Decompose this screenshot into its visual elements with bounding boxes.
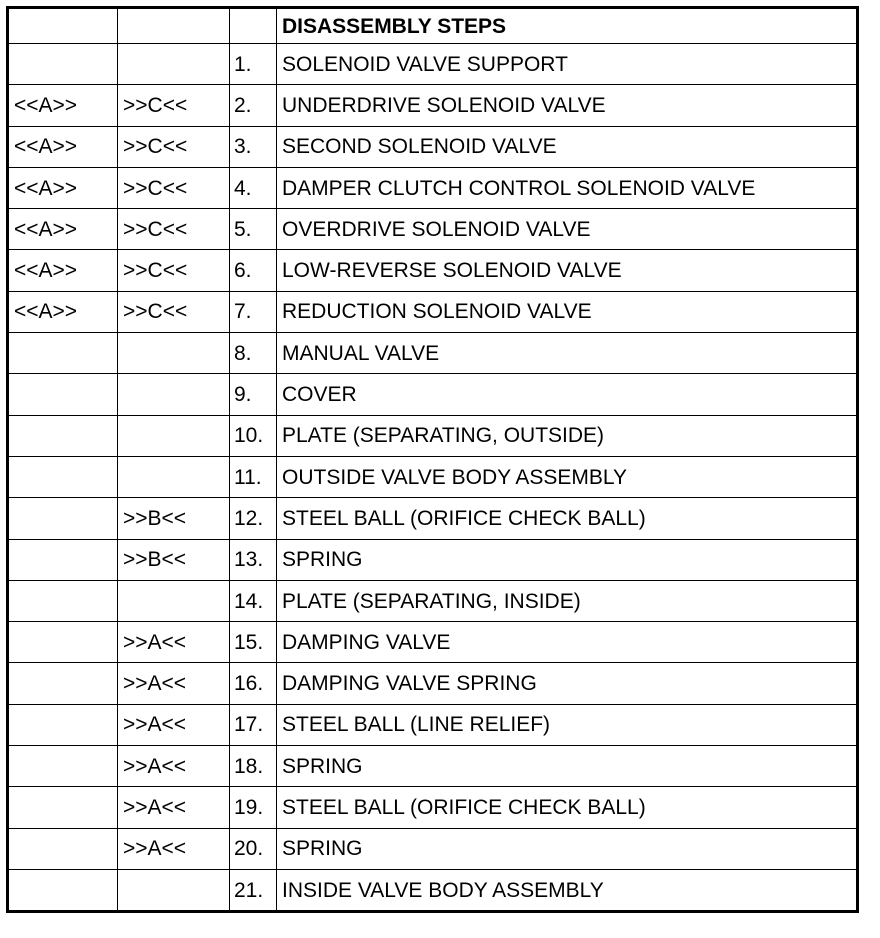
service-point-ref-cell: >>C<< [118, 126, 230, 167]
table-row [8, 828, 858, 869]
table-row [8, 85, 858, 126]
step-number-cell: 9. [230, 374, 277, 415]
table-row [8, 539, 858, 580]
step-number-cell: 3. [230, 126, 277, 167]
operation-ref-cell [8, 44, 118, 85]
operation-ref-cell: <<A>> [8, 250, 118, 291]
service-point-ref-cell: >>C<< [118, 85, 230, 126]
table-row [8, 126, 858, 167]
service-point-ref-cell: >>A<< [118, 787, 230, 828]
operation-ref-cell [8, 539, 118, 580]
step-description-cell: DAMPING VALVE SPRING [277, 663, 858, 704]
table-row [8, 250, 858, 291]
table-row [8, 787, 858, 828]
table-row [8, 622, 858, 663]
operation-ref-cell [8, 746, 118, 787]
service-point-ref-cell [118, 415, 230, 456]
step-number-cell: 17. [230, 704, 277, 745]
step-number-cell: 7. [230, 291, 277, 332]
service-point-ref-cell: >>A<< [118, 746, 230, 787]
table-row [8, 580, 858, 621]
step-number-cell: 20. [230, 828, 277, 869]
step-description-cell: STEEL BALL (ORIFICE CHECK BALL) [277, 498, 858, 539]
service-point-ref-cell [118, 580, 230, 621]
operation-ref-cell [8, 828, 118, 869]
step-description-cell: SPRING [277, 539, 858, 580]
step-description-cell: INSIDE VALVE BODY ASSEMBLY [277, 869, 858, 911]
step-description-cell: COVER [277, 374, 858, 415]
operation-ref-cell: <<A>> [8, 85, 118, 126]
operation-ref-cell [8, 456, 118, 497]
table-row [8, 498, 858, 539]
step-description-cell: SECOND SOLENOID VALVE [277, 126, 858, 167]
header-cell-col-b [118, 8, 230, 44]
service-point-ref-cell [118, 456, 230, 497]
step-description-cell: PLATE (SEPARATING, INSIDE) [277, 580, 858, 621]
step-description-cell: OVERDRIVE SOLENOID VALVE [277, 209, 858, 250]
step-number-cell: 6. [230, 250, 277, 291]
header-cell-col-num [230, 8, 277, 44]
operation-ref-cell [8, 869, 118, 911]
step-description-cell: OUTSIDE VALVE BODY ASSEMBLY [277, 456, 858, 497]
service-point-ref-cell: >>B<< [118, 498, 230, 539]
step-number-cell: 16. [230, 663, 277, 704]
table-body [8, 8, 858, 912]
step-number-cell: 13. [230, 539, 277, 580]
operation-ref-cell [8, 374, 118, 415]
step-number-cell: 14. [230, 580, 277, 621]
table-row [8, 167, 858, 208]
step-description-cell: DAMPING VALVE [277, 622, 858, 663]
table-row [8, 704, 858, 745]
disassembly-steps-table [6, 6, 859, 913]
operation-ref-cell [8, 498, 118, 539]
service-point-ref-cell: >>A<< [118, 704, 230, 745]
step-number-cell: 18. [230, 746, 277, 787]
step-description-cell: STEEL BALL (ORIFICE CHECK BALL) [277, 787, 858, 828]
operation-ref-cell: <<A>> [8, 209, 118, 250]
operation-ref-cell: <<A>> [8, 167, 118, 208]
service-point-ref-cell [118, 374, 230, 415]
step-number-cell: 10. [230, 415, 277, 456]
service-point-ref-cell: >>A<< [118, 663, 230, 704]
step-description-cell: SPRING [277, 828, 858, 869]
step-number-cell: 21. [230, 869, 277, 911]
table-row [8, 333, 858, 374]
step-description-cell: UNDERDRIVE SOLENOID VALVE [277, 85, 858, 126]
step-description-cell: STEEL BALL (LINE RELIEF) [277, 704, 858, 745]
service-point-ref-cell: >>C<< [118, 167, 230, 208]
table-row [8, 374, 858, 415]
step-number-cell: 1. [230, 44, 277, 85]
table-row [8, 291, 858, 332]
service-point-ref-cell [118, 869, 230, 911]
step-description-cell: REDUCTION SOLENOID VALVE [277, 291, 858, 332]
service-point-ref-cell [118, 44, 230, 85]
table-row [8, 44, 858, 85]
table-row [8, 869, 858, 911]
step-description-cell: LOW-REVERSE SOLENOID VALVE [277, 250, 858, 291]
service-point-ref-cell: >>A<< [118, 828, 230, 869]
step-number-cell: 8. [230, 333, 277, 374]
table-row [8, 746, 858, 787]
service-point-ref-cell: >>A<< [118, 622, 230, 663]
operation-ref-cell: <<A>> [8, 126, 118, 167]
step-number-cell: 11. [230, 456, 277, 497]
operation-ref-cell [8, 787, 118, 828]
service-point-ref-cell: >>B<< [118, 539, 230, 580]
service-point-ref-cell: >>C<< [118, 209, 230, 250]
table-row [8, 456, 858, 497]
step-number-cell: 15. [230, 622, 277, 663]
step-number-cell: 12. [230, 498, 277, 539]
operation-ref-cell [8, 333, 118, 374]
header-row [8, 8, 858, 44]
service-point-ref-cell: >>C<< [118, 250, 230, 291]
operation-ref-cell: <<A>> [8, 291, 118, 332]
step-number-cell: 19. [230, 787, 277, 828]
operation-ref-cell [8, 704, 118, 745]
step-number-cell: 4. [230, 167, 277, 208]
table-title: DISASSEMBLY STEPS [277, 8, 858, 44]
table-row [8, 415, 858, 456]
service-point-ref-cell [118, 333, 230, 374]
header-cell-col-a [8, 8, 118, 44]
step-description-cell: SPRING [277, 746, 858, 787]
step-number-cell: 5. [230, 209, 277, 250]
step-number-cell: 2. [230, 85, 277, 126]
step-description-cell: SOLENOID VALVE SUPPORT [277, 44, 858, 85]
operation-ref-cell [8, 622, 118, 663]
table-row [8, 209, 858, 250]
service-point-ref-cell: >>C<< [118, 291, 230, 332]
operation-ref-cell [8, 663, 118, 704]
step-description-cell: PLATE (SEPARATING, OUTSIDE) [277, 415, 858, 456]
operation-ref-cell [8, 415, 118, 456]
step-description-cell: DAMPER CLUTCH CONTROL SOLENOID VALVE [277, 167, 858, 208]
operation-ref-cell [8, 580, 118, 621]
table-row [8, 663, 858, 704]
step-description-cell: MANUAL VALVE [277, 333, 858, 374]
